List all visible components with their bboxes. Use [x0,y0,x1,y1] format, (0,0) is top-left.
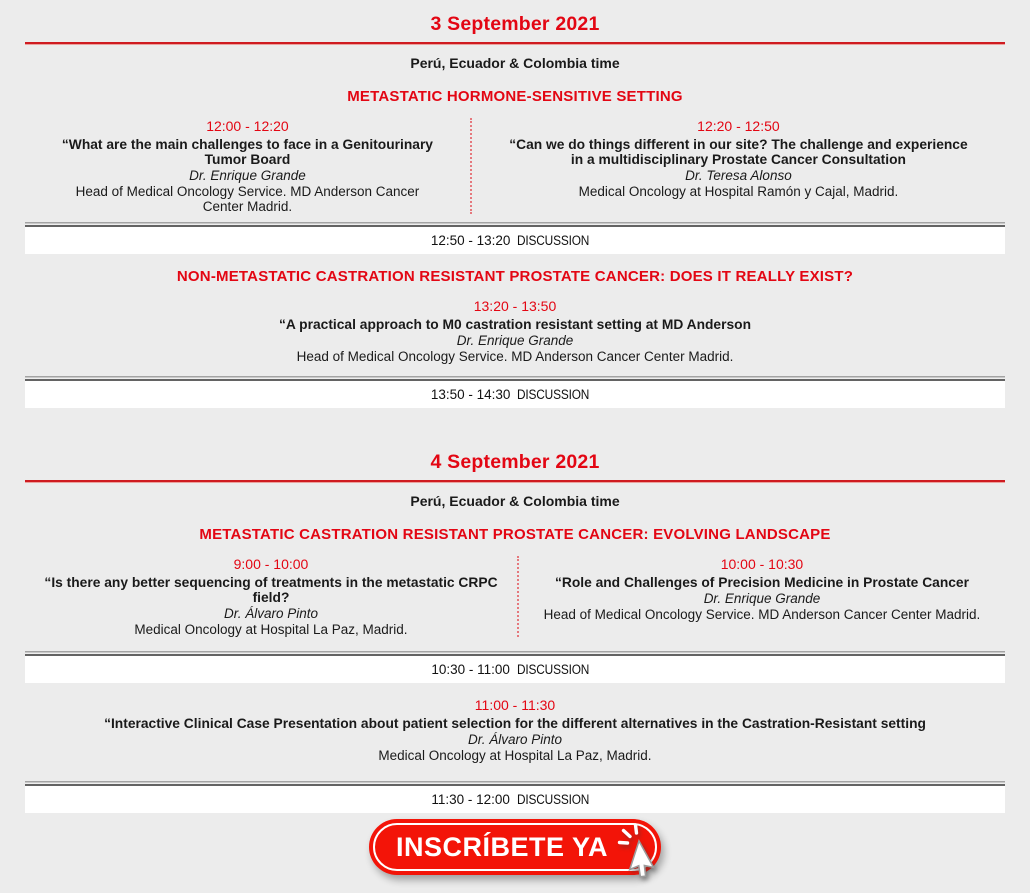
session-time: 11:00 - 11:30 [474,697,556,713]
inscribete-label: INSCRÍBETE YA [395,831,609,862]
session-time: 9:00 - 10:00 [233,556,309,572]
talk-title: “Can we do things different in our site? The challenge and experience in a multidisciplinary Prostate Cancer Consultation [509,137,968,167]
speaker-name: Dr. Enrique Grande [189,168,306,183]
session-9-00 [25,556,517,637]
day-1-timezone: Perú, Ecuador & Colombia time [410,55,620,71]
click-rays-icon [620,825,637,843]
speaker-name: Dr. Enrique Grande [456,333,574,348]
day-1-section-1-heading: METASTATIC HORMONE-SENSITIVE SETTING [347,88,683,105]
discussion-bar-1250 [25,222,1005,254]
speaker-affiliation: Medical Oncology at Hospital La Paz, Madrid. [378,748,652,763]
day-2-timezone: Perú, Ecuador & Colombia time [410,493,620,509]
day-2-red-rule [25,480,1005,483]
session-time: 13:20 - 13:50 [473,298,557,314]
discussion-label: DISCUSSION [516,792,589,807]
day-2 [0,450,1030,813]
discussion-text [25,656,1005,683]
discussion-bar-1030 [25,651,1005,683]
talk-title: “Role and Challenges of Precision Medicine in Prostate Cancer [554,575,969,590]
discussion-label: DISCUSSION [516,662,589,677]
talk-title: “What are the main challenges to face in a Genitourinary Tumor Board [61,137,433,167]
day-2-session-columns [25,556,1005,637]
speaker-affiliation: Medical Oncology at Hospital La Paz, Madrid. [134,622,408,637]
discussion-time: 12:50 - 13:20 [430,233,511,248]
day-1-title: 3 September 2021 [430,13,600,35]
discussion-time: 10:30 - 11:00 [431,662,510,677]
click-cursor-icon [617,823,687,893]
talk-title: “A practical approach to M0 castration resistant setting at MD Anderson [279,317,751,332]
speaker-name: Dr. Álvaro Pinto [467,732,563,747]
discussion-time: 13:50 - 14:30 [430,387,511,402]
session-12-20 [470,118,1005,214]
day-1-session-columns [25,118,1005,214]
day-2-section-1-heading: METASTATIC CASTRATION RESISTANT PROSTATE CANCER: EVOLVING LANDSCAPE [199,526,831,543]
day-1-section-2-heading: NON-METASTATIC CASTRATION RESISTANT PROSTATE CANCER: DOES IT REALLY EXIST? [176,268,854,285]
talk-title: “Interactive Clinical Case Presentation about patient selection for the different alternatives in the Castration-Resistant setting [104,716,926,731]
speaker-affiliation: Head of Medical Oncology Service. MD Anderson Cancer Center Madrid. [543,607,981,622]
day-2-title: 4 September 2021 [430,451,600,473]
session-11-00 [25,697,1005,763]
day-1 [0,12,1030,408]
day-gap [0,408,1030,450]
session-time: 12:20 - 12:50 [697,118,780,134]
session-time: 10:00 - 10:30 [720,556,804,572]
session-12-00 [25,118,470,214]
session-time: 12:00 - 12:20 [206,118,289,134]
inscribete-button[interactable] [369,819,661,875]
speaker-affiliation: Medical Oncology at Hospital Ramón y Cajal, Madrid. [578,184,899,199]
discussion-time: 11:30 - 12:00 [431,792,510,807]
session-13-20 [25,298,1005,364]
discussion-text [25,227,1005,254]
discussion-text [25,381,1005,408]
speaker-affiliation: Head of Medical Oncology Service. MD Anderson Cancer Center Madrid. [75,184,420,214]
cta-area [0,819,1030,875]
day-1-red-rule [25,42,1005,45]
discussion-bar-1130 [25,781,1005,813]
session-10-00 [517,556,1005,637]
speaker-affiliation: Head of Medical Oncology Service. MD Anderson Cancer Center Madrid. [296,349,734,364]
talk-title: “Is there any better sequencing of treatments in the metastatic CRPC field? [44,575,498,605]
discussion-label: DISCUSSION [517,233,590,248]
discussion-label: DISCUSSION [517,387,590,402]
discussion-text [25,786,1005,813]
arrow-cursor-shape [629,841,660,880]
speaker-name: Dr. Enrique Grande [703,591,821,606]
speaker-name: Dr. Teresa Alonso [685,168,792,183]
discussion-bar-1350 [25,376,1005,408]
speaker-name: Dr. Álvaro Pinto [223,606,318,621]
